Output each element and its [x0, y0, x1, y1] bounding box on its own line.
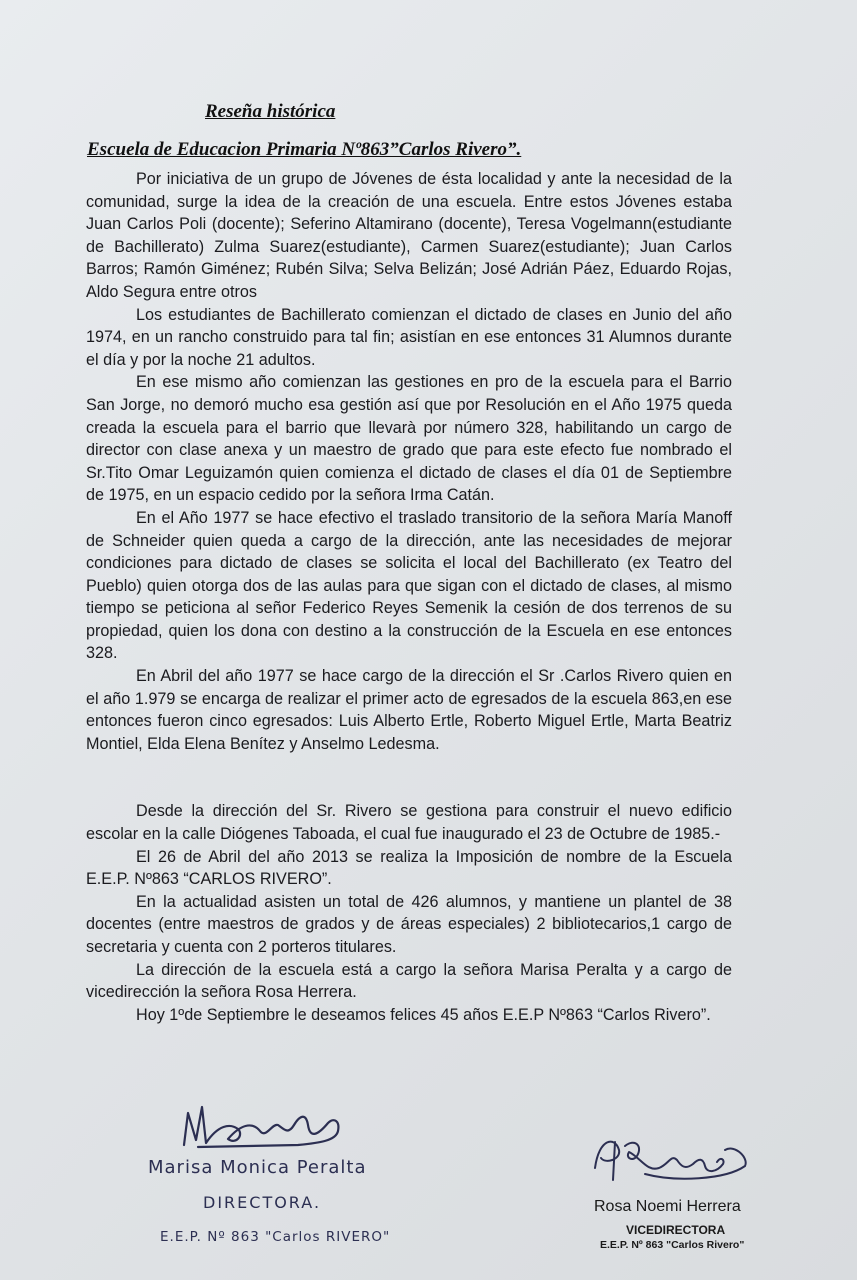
vicedirector-school: E.E.P. Nº 863 "Carlos Rivero" — [600, 1239, 745, 1251]
school-name-heading: Escuela de Educacion Primaria Nº863”Carlos Rivero”. — [87, 139, 522, 160]
vicedirector-role: VICEDIRECTORA — [626, 1223, 726, 1237]
vicedirector-signature-block — [570, 1128, 830, 1268]
paragraph: Hoy 1ºde Septiembre le deseamos felices 45 años E.E.P Nº863 “Carlos Rivero”. — [136, 1005, 711, 1024]
document-body — [86, 168, 732, 1026]
paragraph: Por iniciativa de un grupo de Jóvenes de ésta localidad y ante la necesidad de la comunidad, surge la idea de la creación de una escuela. Entre estos Jóvenes estaba Juan Carlos Poli (docente); Seferino Altamirano (docente), Teresa Vogelmann(estudiante de Bachillerato) Zulma Suarez(estudiante), Carmen Suarez(estudiante); Juan Carlos Barros; Ramón Giménez; Rubén Silva; Selva Belizán; José Adrián Páez, Eduardo Rojas, Aldo Segura entre otros — [86, 170, 732, 301]
vicedirector-name: Rosa Noemi Herrera — [594, 1198, 741, 1215]
paragraph: Desde la dirección del Sr. Rivero se gestiona para construir el nuevo edificio escolar en la calle Diógenes Taboada, el cual fue inaugurado el 23 de Octubre de 1985.- — [86, 802, 732, 844]
paragraph-gap — [86, 755, 732, 800]
paragraph: En el Año 1977 se hace efectivo el traslado transitorio de la señora María Manoff de Schneider quien queda a cargo de la dirección, ante las necesidades de mejorar condiciones para dictado de clases se solicita el local del Bachillerato (ex Teatro del Pueblo) quien otorga dos de las aulas para que sigan con el dictado de clases, al mismo tiempo se peticiona al señor Federico Reyes Semenik la cesión de dos terrenos de su propiedad, quien los dona con destino a la construcción de la Escuela en ese entonces 328. — [86, 508, 732, 663]
paragraph: En Abril del año 1977 se hace cargo de la dirección el Sr .Carlos Rivero quien en el año 1.979 se encarga de realizar el primer acto de egresados de la escuela 863,en ese entonces fueron cinco egresados: Luis Alberto Ertle, Roberto Miguel Ertle, Marta Beatriz Montiel, Elda Elena Benítez y Anselmo Ledesma. — [86, 667, 732, 753]
director-signature-icon — [178, 1095, 348, 1155]
paragraph: El 26 de Abril del año 2013 se realiza la Imposición de nombre de la Escuela E.E.P. Nº863 “CARLOS RIVERO”. — [86, 847, 732, 889]
director-name: Marisa Monica Peralta — [148, 1157, 367, 1178]
vicedirector-signature-icon — [585, 1128, 755, 1188]
director-role: DIRECTORA. — [203, 1193, 322, 1212]
director-signature-block — [148, 1095, 468, 1270]
paragraph: En ese mismo año comienzan las gestiones en pro de la escuela para el Barrio San Jorge, no demoró mucho esa gestión así que por Resolución en el Año 1975 queda creada la escuela para el barrio que llevarà por número 328, habilitando un cargo de director con clase anexa y un maestro de grado que para este efecto fue nombrado el Sr.Tito Omar Leguizamón quien comienza el dictado de clases el día 01 de Septiembre de 1975, en un espacio cedido por la señora Irma Catán. — [86, 373, 732, 505]
paragraph: La dirección de la escuela está a cargo la señora Marisa Peralta y a cargo de vicedirección la señora Rosa Herrera. — [86, 960, 732, 1002]
paragraph: En la actualidad asisten un total de 426 alumnos, y mantiene un plantel de 38 docentes (entre maestros de grados y de áreas especiales) 2 bibliotecarios,1 cargo de secretaria y cuenta con 2 porteros titulares. — [86, 892, 732, 956]
director-school: E.E.P. Nº 863 "Carlos RIVERO" — [160, 1229, 391, 1245]
document-title: Reseña histórica — [205, 101, 336, 122]
paragraph: Los estudiantes de Bachillerato comienzan el dictado de clases en Junio del año 1974, en un rancho construido para tal fin; asistían en ese entonces 31 Alumnos durante el día y por la noche 21 adultos. — [86, 305, 732, 369]
